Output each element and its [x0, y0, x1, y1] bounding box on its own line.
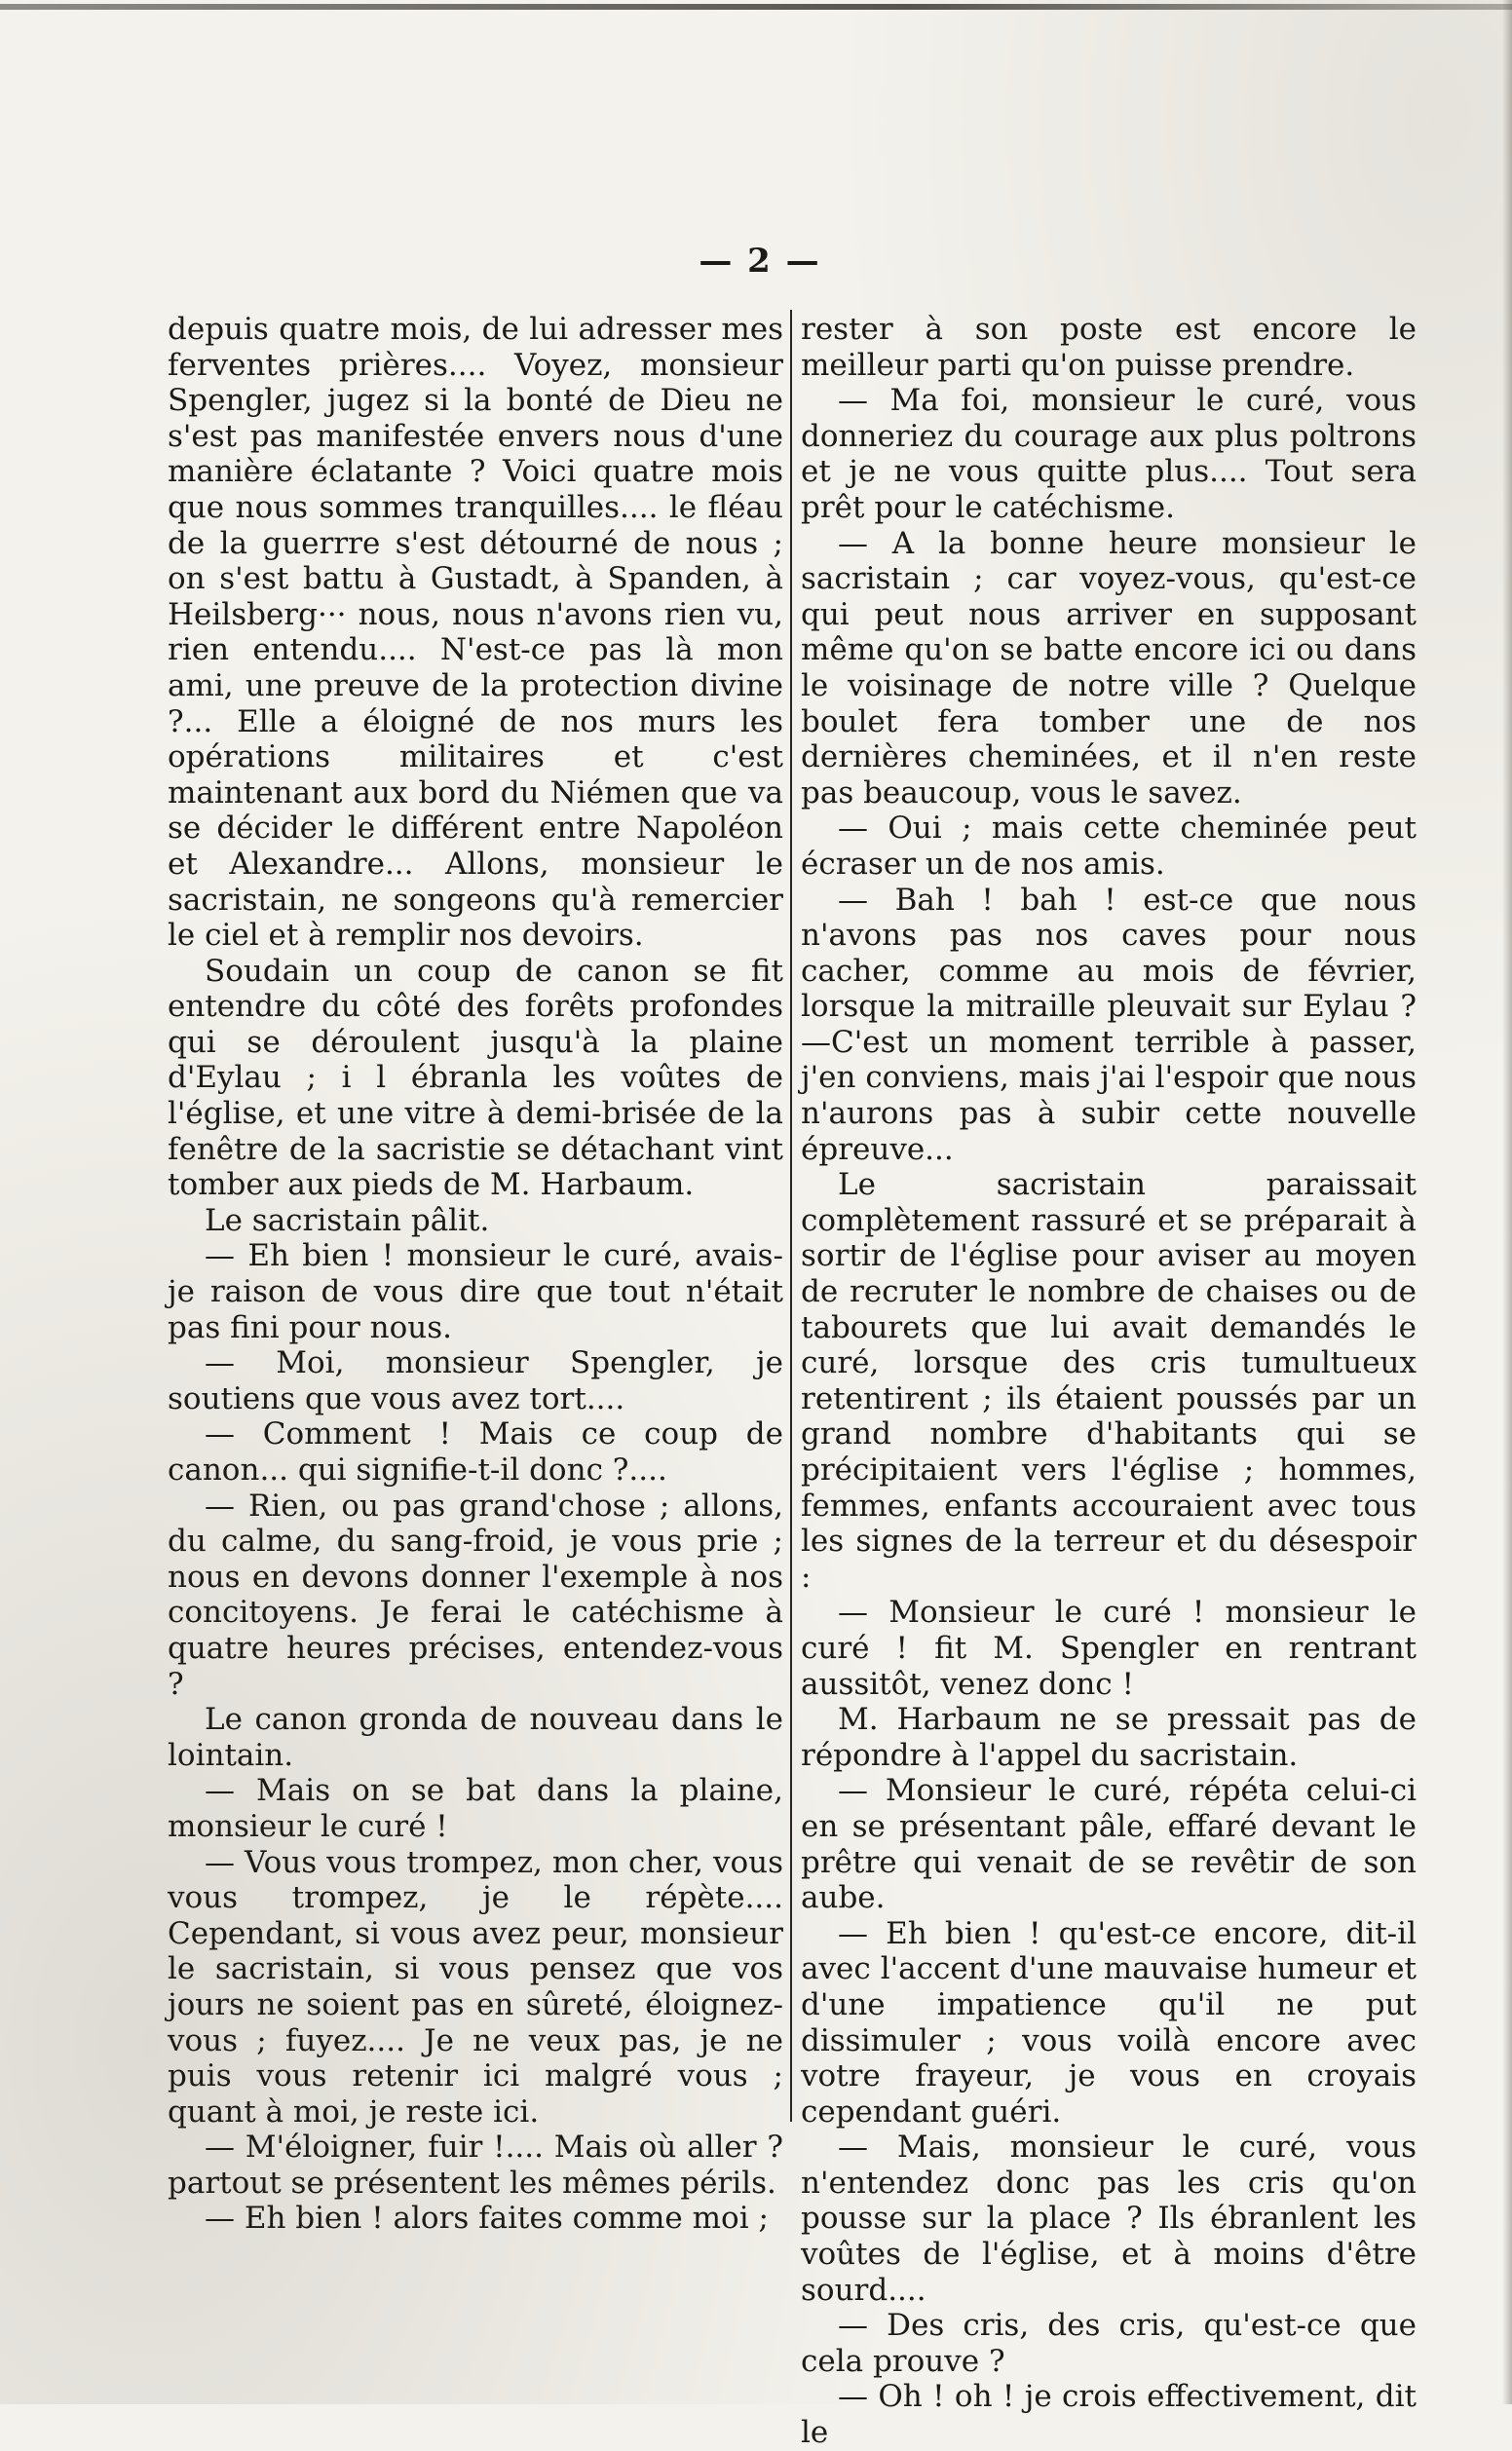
paragraph: — Comment ! Mais ce coup de canon... qui signifie-t-il donc ?....: [168, 1416, 783, 1488]
paragraph: — Monsieur le curé, répéta celui-ci en se présentant pâle, effaré devant le prêtre qui venait de se revêtir de son aube.: [801, 1773, 1417, 1916]
paragraph: depuis quatre mois, de lui adresser mes ferventes prières.... Voyez, monsieur Spengler, jugez si la bonté de Dieu ne s'est pas manifestée envers nous d'une manière éclatante ? Voici quatre mois que nous sommes tranquilles.... le fléau de la guerrre s'est détourné de nous ; on s'est battu à Gustadt, à Spanden, à Heilsberg··· nous, nous n'avons rien vu, rien entendu.... N'est-ce pas là mon ami, une preuve de la protection divine ?... Elle a éloigné de nos murs les opérations militaires et c'est maintenant aux bord du Niémen que va se décider le différent entre Napoléon et Alexandre... Allons, monsieur le sacristain, ne songeons qu'à remercier le ciel et à remplir nos devoirs.: [168, 312, 783, 954]
page-edge-shadow: [1502, 0, 1512, 2404]
right-column: [801, 312, 1417, 2451]
paragraph: — Mais, monsieur le curé, vous n'entendez donc pas les cris qu'on pousse sur la place ? Ils ébranlent les voûtes de l'église, et à moins d'être sourd....: [801, 2130, 1417, 2308]
paragraph: — A la bonne heure monsieur le sacristain ; car voyez-vous, qu'est-ce qui peut nous arriver en supposant même qu'on se batte encore ici ou dans le voisinage de notre ville ? Quelque boulet fera tomber une de nos dernières cheminées, et il n'en reste pas beaucoup, vous le savez.: [801, 525, 1417, 811]
paragraph: — M'éloigner, fuir !.... Mais où aller ? partout se présentent les mêmes périls.: [168, 2130, 783, 2201]
page-number: — 2 —: [699, 242, 821, 281]
paragraph: — Oh ! oh ! je crois effectivement, dit le: [801, 2379, 1417, 2451]
column-divider: [790, 310, 792, 2122]
paragraph: — Eh bien ! qu'est-ce encore, dit-il avec l'accent d'une mauvaise humeur et d'une impatience qu'il ne put dissimuler ; vous voilà encore avec votre frayeur, je vous en croyais cependant guéri.: [801, 1915, 1417, 2130]
paragraph: M. Harbaum ne se pressait pas de répondre à l'appel du sacristain.: [801, 1702, 1417, 1773]
paragraph: Le canon gronda de nouveau dans le lointain.: [168, 1702, 783, 1773]
paragraph: — Des cris, des cris, qu'est-ce que cela prouve ?: [801, 2308, 1417, 2379]
left-column: [168, 312, 783, 2237]
paragraph: — Mais on se bat dans la plaine, monsieur le curé !: [168, 1773, 783, 1844]
paragraph: — Rien, ou pas grand'chose ; allons, du calme, du sang-froid, je vous prie ; nous en devons donner l'exemple à nos concitoyens. Je ferai le catéchisme à quatre heures précises, entendez-vous ?: [168, 1488, 783, 1702]
paragraph: — Vous vous trompez, mon cher, vous vous trompez, je le répète.... Cependant, si vous avez peur, monsieur le sacristain, si vous pensez que vos jours ne soient pas en sûreté, éloignez-vous ; fuyez.... Je ne veux pas, je ne puis vous retenir ici malgré vous ; quant à moi, je reste ici.: [168, 1844, 783, 2130]
paragraph: Le sacristain paraissait complètement rassuré et se préparait à sortir de l'église pour aviser au moyen de recruter le nombre de chaises ou de tabourets que lui avait demandés le curé, lorsque des cris tumultueux retentirent ; ils étaient poussés par un grand nombre d'habitants qui se précipitaient vers l'église ; hommes, femmes, enfants accouraient avec tous les signes de la terreur et du désespoir :: [801, 1167, 1417, 1595]
paragraph: — Eh bien ! alors faites comme moi ;: [205, 2201, 769, 2237]
top-border-rule: [0, 4, 1512, 10]
paragraph: — Moi, monsieur Spengler, je soutiens que vous avez tort....: [168, 1345, 783, 1416]
paragraph: — Bah ! bah ! est-ce que nous n'avons pas nos caves pour nous cacher, comme au mois de février, lorsque la mitraille pleuvait sur Eylau ?—C'est un moment terrible à passer, j'en conviens, mais j'ai l'espoir que nous n'aurons pas à subir cette nouvelle épreuve...: [801, 882, 1417, 1167]
paragraph: — Eh bien ! monsieur le curé, avais-je raison de vous dire que tout n'était pas fini pour nous.: [168, 1238, 783, 1345]
paragraph: — Ma foi, monsieur le curé, vous donneriez du courage aux plus poltrons et je ne vous quitte plus.... Tout sera prêt pour le catéchisme.: [801, 383, 1417, 525]
paragraph: — Monsieur le curé ! monsieur le curé ! fit M. Spengler en rentrant aussitôt, venez donc !: [801, 1595, 1417, 1702]
paragraph: Soudain un coup de canon se fit entendre du côté des forêts profondes qui se déroulent jusqu'à la plaine d'Eylau ; i l ébranla les voûtes de l'église, et une vitre à demi-brisée de la fenêtre de la sacristie se détachant vint tomber aux pieds de M. Harbaum.: [168, 953, 783, 1203]
paragraph: rester à son poste est encore le meilleur parti qu'on puisse prendre.: [801, 312, 1417, 383]
paragraph: Le sacristain pâlit.: [205, 1202, 490, 1238]
paragraph: — Oui ; mais cette cheminée peut écraser un de nos amis.: [801, 811, 1417, 882]
